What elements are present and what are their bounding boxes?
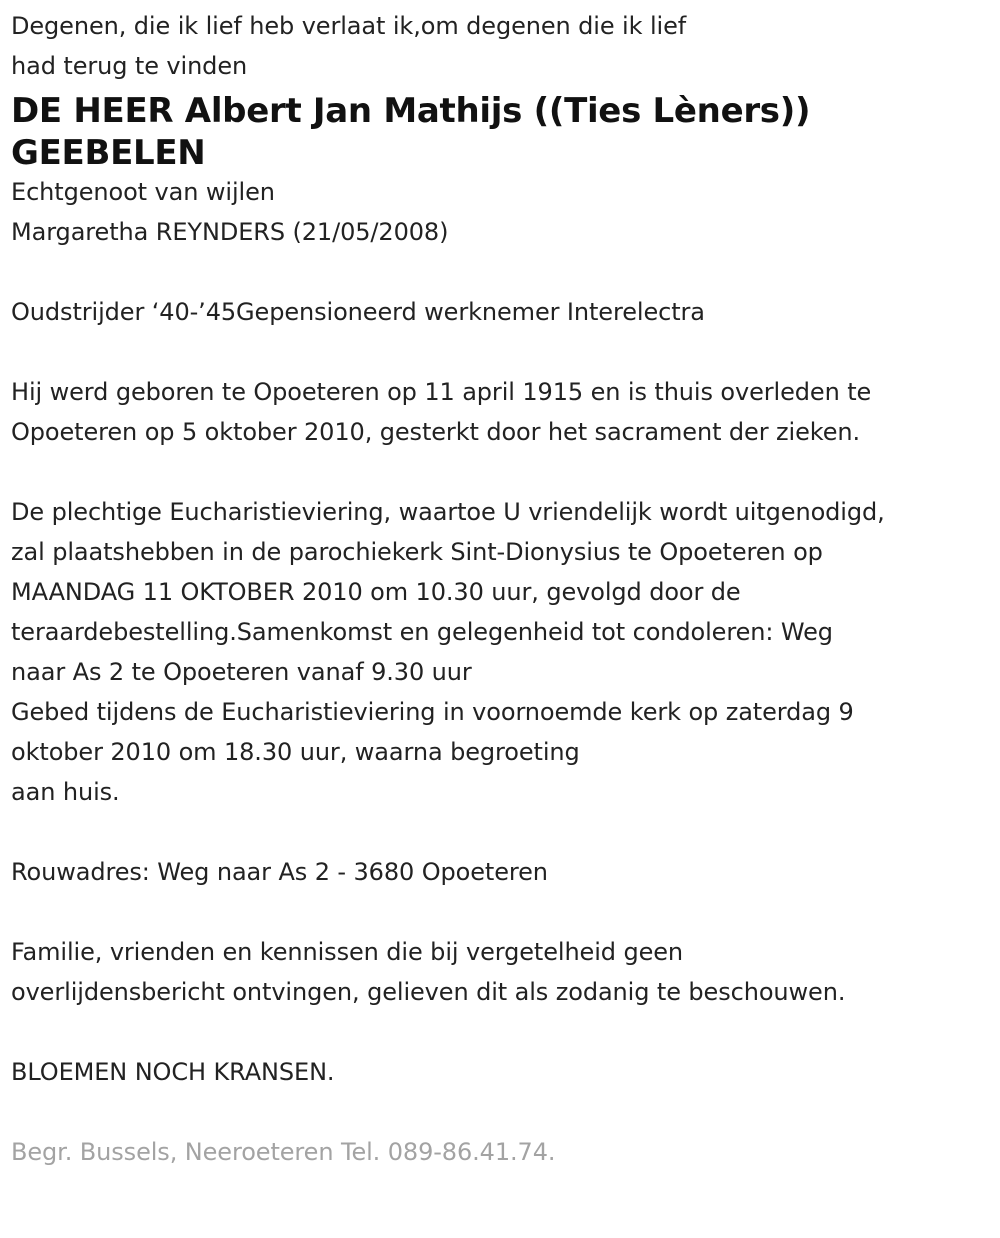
ceremony-line-7: oktober 2010 om 18.30 uur, waarna begroeting	[11, 738, 580, 766]
notice-line-2: overlijdensbericht ontvingen, gelieven dit als zodanig te beschouwen.	[11, 978, 846, 1006]
spacer	[11, 452, 988, 492]
birth-death-line-1: Hij werd geboren te Opoeteren op 11 april 1915 en is thuis overleden te	[11, 378, 872, 406]
ceremony-line-8: aan huis.	[11, 778, 120, 806]
spacer	[11, 892, 988, 932]
spouse-info	[11, 172, 988, 252]
mourning-address: Rouwadres: Weg naar As 2 - 3680 Opoeteren	[11, 858, 548, 886]
motto	[11, 6, 988, 86]
deceased-name-line-1: DE HEER Albert Jan Mathijs ((Ties Lèners))	[11, 91, 811, 131]
birth-death-line-2: Opoeteren op 5 oktober 2010, gesterkt door het sacrament der zieken.	[11, 418, 860, 446]
birth-death-info	[11, 372, 988, 452]
ceremony-line-4: teraardebestelling.Samenkomst en gelegenheid tot condoleren: Weg	[11, 618, 833, 646]
ceremony-line-5: naar As 2 te Opoeteren vanaf 9.30 uur	[11, 658, 472, 686]
ceremony-line-3: MAANDAG 11 OKTOBER 2010 om 10.30 uur, gevolgd door de	[11, 578, 741, 606]
motto-line-1: Degenen, die ik lief heb verlaat ik,om degenen die ik lief	[11, 12, 687, 40]
deceased-name-line-2: GEEBELEN	[11, 133, 206, 173]
spacer	[11, 812, 988, 852]
occupation: Oudstrijder ‘40-’45Gepensioneerd werknemer Interelectra	[11, 298, 705, 326]
notice-info	[11, 932, 988, 1012]
spacer	[11, 1012, 988, 1052]
spacer	[11, 332, 988, 372]
spacer	[11, 1092, 988, 1132]
spouse-line-1: Echtgenoot van wijlen	[11, 178, 275, 206]
ceremony-line-2: zal plaatshebben in de parochiekerk Sint-Dionysius te Opoeteren op	[11, 538, 823, 566]
flowers-notice: BLOEMEN NOCH KRANSEN.	[11, 1058, 335, 1086]
ceremony-line-1: De plechtige Eucharistieviering, waartoe U vriendelijk wordt uitgenodigd,	[11, 498, 885, 526]
ceremony-info	[11, 492, 988, 812]
funeral-director-footer: Begr. Bussels, Neeroeteren Tel. 089-86.41.74.	[11, 1138, 556, 1166]
motto-line-2: had terug te vinden	[11, 52, 248, 80]
spouse-line-2: Margaretha REYNDERS (21/05/2008)	[11, 218, 449, 246]
ceremony-line-6: Gebed tijdens de Eucharistieviering in voornoemde kerk op zaterdag 9	[11, 698, 854, 726]
deceased-name	[11, 90, 988, 174]
spacer	[11, 252, 988, 292]
notice-line-1: Familie, vrienden en kennissen die bij vergetelheid geen	[11, 938, 684, 966]
